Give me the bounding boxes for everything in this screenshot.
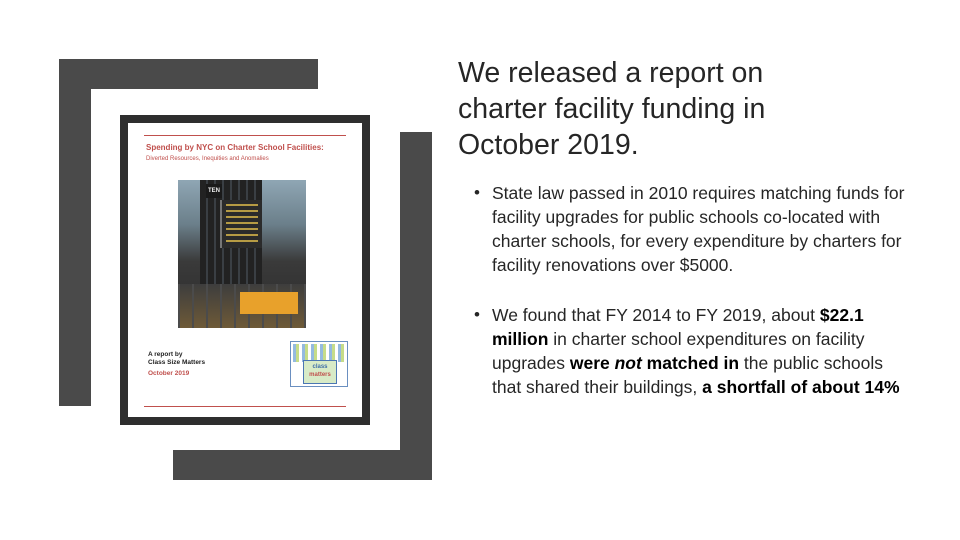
bullet-text-part2: in charter school expenditures on facility upgrades	[492, 329, 865, 373]
bullet-item-findings	[472, 303, 912, 399]
frame-bar-right	[400, 132, 432, 480]
logo-word-class: class	[312, 364, 328, 370]
cover-title: Spending by NYC on Charter School Facilities:	[146, 143, 324, 152]
bullet-bold-not: not	[614, 353, 642, 373]
cover-date: October 2019	[148, 370, 190, 377]
bullet-text: State law passed in 2010 requires matching funds for facility upgrades for public schools co-located with charter schools, for every expenditure by charters for facility renovations over $5000.	[492, 183, 905, 275]
report-cover-image	[120, 115, 370, 425]
bullet-text-part3: the public schools that shared their buildings,	[492, 353, 884, 397]
photo-orange-sign	[240, 292, 298, 314]
cover-byline-line2: Class Size Matters	[148, 359, 206, 366]
report-cover	[128, 123, 362, 417]
cover-byline	[148, 351, 268, 367]
photo-banner	[220, 200, 262, 248]
slide-title-line1: We released a report on	[458, 57, 764, 89]
frame-bar-left	[59, 59, 91, 406]
bullet-dot-icon: •	[474, 183, 480, 202]
slide-title-line3: October 2019.	[458, 129, 639, 161]
logo-box	[303, 360, 337, 384]
cover-byline-line1: A report by	[148, 351, 183, 358]
photo-sign: TEN	[206, 184, 222, 198]
bullet-text-part1: We found that FY 2014 to FY 2019, about	[492, 305, 820, 325]
bullet-bold-amount: $22.1 million	[492, 305, 864, 349]
bullet-list	[472, 181, 912, 399]
bullet-bold-were: were	[569, 353, 615, 373]
class-size-matters-logo	[290, 341, 348, 387]
bullet-bold-matched: matched in	[641, 353, 740, 373]
photo-banner-lines	[226, 204, 258, 244]
cover-rule-bottom	[144, 406, 346, 407]
bullet-item-state-law	[472, 181, 912, 277]
frame-bar-bottom	[173, 450, 432, 480]
slide-title-line2: charter facility funding in	[458, 93, 766, 125]
cover-subtitle: Diverted Resources, Inequities and Anomalies	[146, 156, 269, 162]
logo-word-matters: matters	[309, 372, 331, 378]
cover-photo	[178, 180, 306, 328]
bullet-dot-icon: •	[474, 305, 480, 324]
slide-title	[458, 55, 898, 163]
bullet-bold-shortfall: a shortfall of about 14%	[702, 377, 900, 397]
cover-rule-top	[144, 135, 346, 136]
frame-bar-top	[59, 59, 318, 89]
